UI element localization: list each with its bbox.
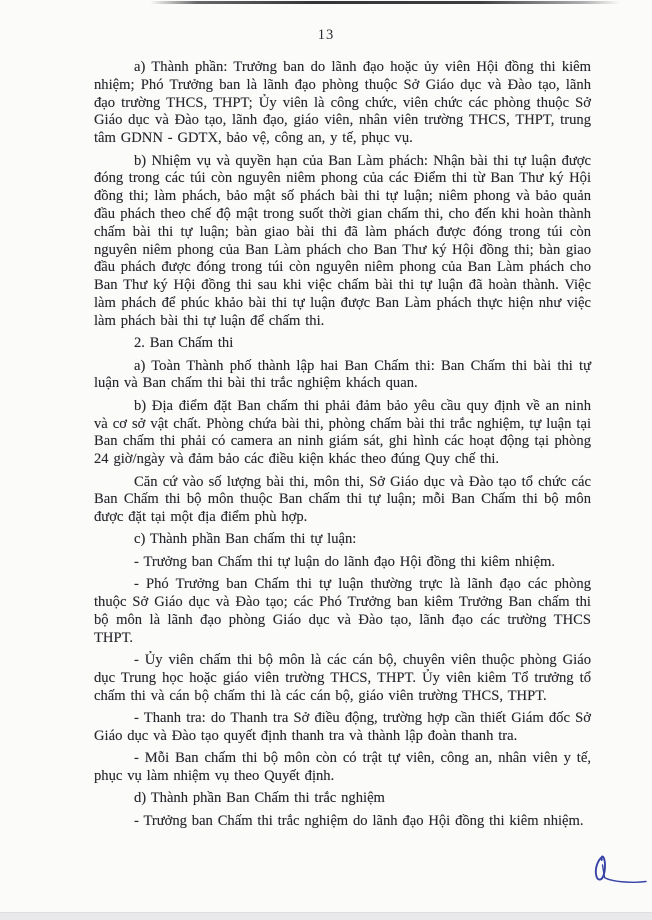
heading-2-ban-cham-thi: 2. Ban Chấm thi (134, 335, 234, 352)
list-item-truong-ban-tu-luan: - Trưởng ban Chấm thi tự luận do lãnh đạo Hội đồng thi kiêm nhiệm. (134, 553, 555, 570)
paragraph-d-thanh-phan-trac-nghiem: d) Thành phần Ban Chấm thi trắc nghiệm (134, 790, 385, 807)
page-number: 13 (317, 27, 335, 43)
paragraph-c-thanh-phan-tu-luan: c) Thành phần Ban chấm thi tự luận: (134, 531, 357, 548)
page-bottom-edge (0, 912, 652, 920)
paragraph-a-thanh-phan: a) Thành phần: Trưởng ban do lãnh đạo hoặc ủy viên Hội đồng thi kiêm nhiệm; Phó Trưởng ban là lãnh đạo phòng thuộc Sở Giáo dục và Đào tạo, lãnh đạo trường THCS, THPT; Ủy viên là công chức, viên chức các phòng thuộc Sở Giáo dục và Đào tạo, lãnh đạo, giáo viên, nhân viên trường THCS, THPT, trung tâm GDNN - GDTX, bảo vệ, công an, y tế, phục vụ. (94, 59, 591, 147)
paragraph-b-dia-diem: b) Địa điểm đặt Ban chấm thi phải đảm bảo yêu cầu quy định về an ninh và cơ sở vật chất. Phòng chứa bài thi, phòng chấm bài thi trắc nghiệm, tự luận tại Ban chấm thi phải có camera an ninh giám sát, ghi hình các hoạt động tại phòng 24 giờ/ngày và đảm bảo các điều kiện khác theo đúng Quy chế thi. (94, 397, 591, 468)
scan-artifact-line (150, 1, 620, 4)
list-item-pho-truong-ban: - Phó Trưởng ban Chấm thi tự luận thường trực là lãnh đạo các phòng thuộc Sở Giáo dục và Đào tạo; các Phó Trưởng ban kiêm Trưởng Ban chấm thi bộ môn là lãnh đạo phòng Giáo dục và Đào tạo, lãnh đạo các trường THCS THPT. (94, 576, 591, 646)
paragraph-b-nhiem-vu: b) Nhiệm vụ và quyền hạn của Ban Làm phách: Nhận bài thi tự luận được đóng trong các túi còn nguyên niêm phong của các Điểm thi từ Ban Thư ký Hội đồng thi; làm phách, bảo mật số phách bài thi tự luận; niêm phong và bảo quản đầu phách theo chế độ mật trong suốt thời gian chấm thi, cho đến khi hoàn thành chấm bài thi tự luận; bàn giao bài thi đã làm phách được đóng trong túi còn nguyên niêm phong của Ban Làm phách cho Ban Thư ký Hội đồng thi; bàn giao đầu phách được đóng trong túi còn nguyên niêm phong của Ban Làm phách cho Ban Thư ký Hội đồng thi sau khi việc chấm bài thi tự luận đã hoàn thành. Việc làm phách để phúc khảo bài thi tự luận được Ban Làm phách thực hiện như việc làm phách bài thi tự luận để chấm thi. (94, 152, 591, 329)
list-item-moi-ban-cham-thi: - Mỗi Ban chấm thi bộ môn còn có trật tự viên, công an, nhân viên y tế, phục vụ làm nhiệm vụ theo Quyết định. (94, 750, 591, 785)
list-item-thanh-tra: - Thanh tra: do Thanh tra Sở điều động, trường hợp cần thiết Giám đốc Sở Giáo dục và Đào tạo quyết định thanh tra và thành lập đoàn thanh tra. (94, 710, 591, 744)
document-body (94, 59, 591, 835)
list-item-uy-vien: - Ủy viên chấm thi bộ môn là các cán bộ, chuyên viên thuộc phòng Giáo dục Trung học hoặc giáo viên trường THCS, THPT. Ủy viên kiêm Tổ trưởng tổ chấm thi và cán bộ chấm thi là các cán bộ, giáo viên trường THCS, THPT. (94, 652, 591, 704)
handwritten-initial-icon (585, 851, 649, 897)
paragraph-a-toan-thanh-pho: a) Toàn Thành phố thành lập hai Ban Chấm thi: Ban Chấm thi bài thi tự luận và Ban chấm thi bài thi trắc nghiệm khách quan. (94, 357, 591, 392)
paragraph-can-cu: Căn cứ vào số lượng bài thi, môn thi, Sở Giáo dục và Đào tạo tổ chức các Ban Chấm thi bộ môn thuộc Ban chấm thi tự luận; mỗi Ban Chấm thi bộ môn được đặt tại một địa điểm phù hợp. (94, 473, 591, 526)
list-item-truong-ban-trac-nghiem: - Trưởng ban Chấm thi trắc nghiệm do lãnh đạo Hội đồng thi kiêm nhiệm. (134, 812, 584, 829)
